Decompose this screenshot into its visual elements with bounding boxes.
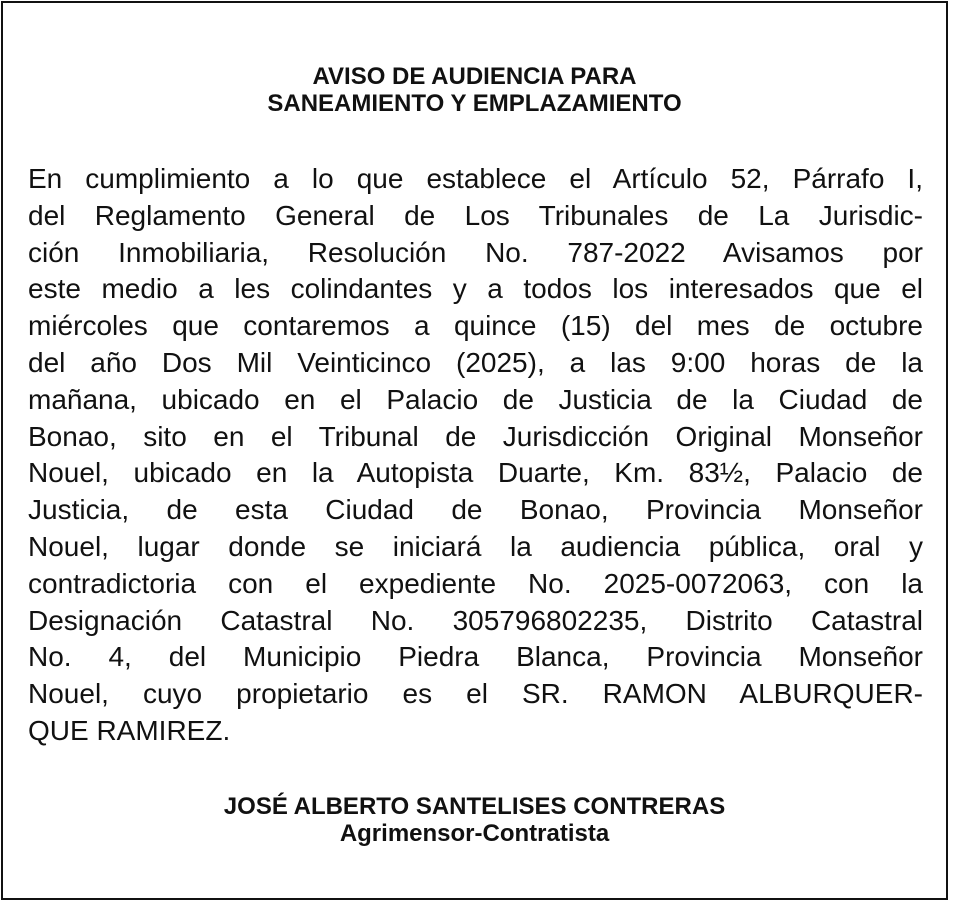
body-line: QUE RAMIREZ.: [28, 714, 231, 746]
title-line: AVISO DE AUDIENCIA PARA: [312, 63, 637, 90]
signatory-role: Agrimensor-Contratista: [339, 820, 610, 847]
body-line: contradictoria con el expediente No. 2025-0072063, con la: [28, 567, 923, 599]
title-line: SANEAMIENTO Y EMPLAZAMIENTO: [267, 90, 682, 117]
body-line: Nouel, lugar donde se iniciará la audiencia pública, oral y: [28, 530, 923, 562]
body-line: No. 4, del Municipio Piedra Blanca, Provincia Monseñor: [28, 641, 923, 673]
body-line: ción Inmobiliaria, Resolución No. 787-2022 Avisamos por: [28, 236, 923, 268]
signature-block: [3, 793, 946, 847]
signatory-name: JOSÉ ALBERTO SANTELISES CONTRERAS: [223, 793, 726, 820]
notice-frame: [1, 1, 948, 900]
notice-body: [28, 161, 923, 750]
body-line: miércoles que contaremos a quince (15) del mes de octubre: [28, 310, 923, 342]
body-line: del año Dos Mil Veinticinco (2025), a las 9:00 horas de la: [28, 346, 923, 378]
body-line: Nouel, ubicado en la Autopista Duarte, Km. 83½, Palacio de: [28, 457, 923, 489]
body-line: Bonao, sito en el Tribunal de Jurisdicción Original Monseñor: [28, 420, 923, 452]
notice-title: [3, 63, 946, 117]
body-line: este medio a les colindantes y a todos los interesados que el: [28, 273, 923, 305]
body-line: Justicia, de esta Ciudad de Bonao, Provincia Monseñor: [28, 494, 923, 526]
body-line: mañana, ubicado en el Palacio de Justicia de la Ciudad de: [28, 383, 923, 415]
body-line: Nouel, cuyo propietario es el SR. RAMON ALBURQUER-: [28, 678, 923, 710]
body-line: del Reglamento General de Los Tribunales de La Jurisdic-: [28, 199, 923, 231]
body-line: Designación Catastral No. 305796802235, Distrito Catastral: [28, 604, 923, 636]
body-line: En cumplimiento a lo que establece el Artículo 52, Párrafo I,: [28, 163, 923, 194]
